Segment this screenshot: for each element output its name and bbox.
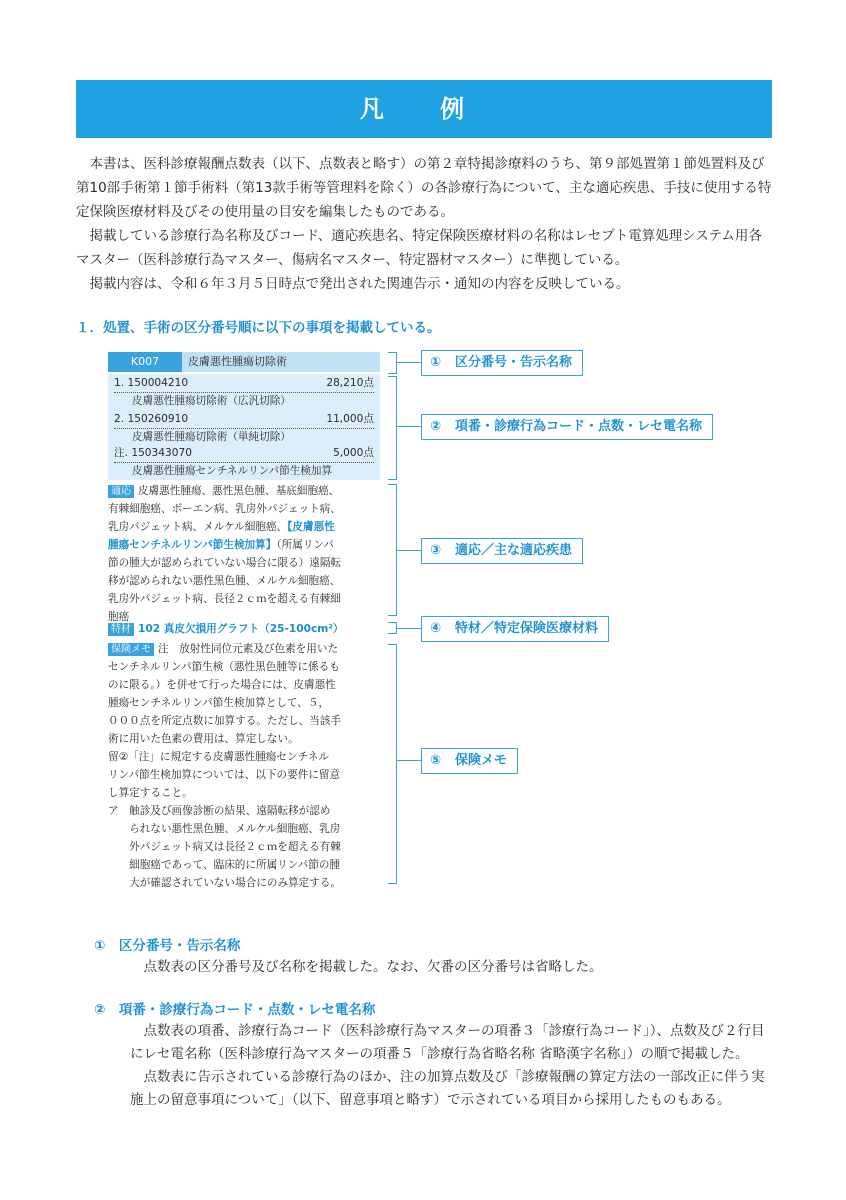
connector-4 xyxy=(397,628,421,629)
tekio-line: 有棘細胞癌、ボーエン病、乳房外パジェット病、 xyxy=(108,503,341,515)
explain-body xyxy=(130,1020,772,1112)
hoken-line: のに限る。）を併せて行った場合には、皮膚悪性 xyxy=(108,679,336,691)
code-points: 28,210点 xyxy=(326,377,374,389)
hoken-tag: 保険メモ xyxy=(108,643,154,656)
intro-text xyxy=(76,152,772,296)
explain-body xyxy=(130,956,772,979)
code-number: 注. 150343070 xyxy=(114,447,192,459)
code-name: 皮膚悪性腫瘍切除術（単純切除） xyxy=(132,431,291,443)
code-name: 皮膚悪性腫瘍切除術（広汎切除） xyxy=(132,395,291,407)
hoken-line: ０００点を所定点数に加算する。ただし、当該手 xyxy=(108,715,342,727)
tekio-line: 皮膚悪性腫瘍、悪性黒色腫、基底細胞癌、 xyxy=(138,485,340,497)
hoken-line: られない悪性黒色腫、メルケル細胞癌、乳房 xyxy=(108,823,341,835)
hoken-line: リンパ節生検加算については、以下の要件に留意 xyxy=(108,769,341,781)
hoken-line: 外パジェット病又は長径２ｃｍを超える有棘 xyxy=(108,841,341,853)
code-row xyxy=(114,444,374,463)
connector-2 xyxy=(397,426,421,427)
label-tekio: ③ 適応／主な適応疾患 xyxy=(421,538,583,564)
label-tokuzai: ④ 特材／特定保険医療材料 xyxy=(421,616,609,642)
code-points: 11,000点 xyxy=(326,413,374,425)
hoken-line: 腫瘍センチネルリンパ節生検加算として、５， xyxy=(108,697,330,709)
bracket-1 xyxy=(388,352,397,374)
intro-paragraph: 掲載している診療行為名称及びコード、適応疾患名、特定保険医療材料の名称はレセプト電算処理システム用各マスター（医科診療行為マスター、傷病名マスター、特定器材マスター）に準拠している。 xyxy=(76,228,762,268)
bracket-2 xyxy=(388,376,397,480)
code-points: 5,000点 xyxy=(333,447,374,459)
hoken-line: し算定すること。 xyxy=(108,787,193,799)
label-kubun: ① 区分番号・告示名称 xyxy=(421,350,583,376)
code-row xyxy=(114,410,374,429)
tekio-block: 適応 皮膚悪性腫瘍、悪性黒色腫、基底細胞癌、 有棘細胞癌、ボーエン病、乳房外パジェット病、 乳房パジェット病、メルケル細胞癌、【皮膚悪性 腫瘍センチネルリンパ節生検加算】（所属リンパ 節の腫大が認められていない場合に限る）遠隔転 移が認められない悪性黒色腫、メルケル細胞癌、 乳房外パジェット病、長径２ｃｍを超える有棘細 胞癌 xyxy=(108,482,380,626)
tokuzai-block xyxy=(108,620,380,638)
kubun-name: 皮膚悪性腫瘍切除術 xyxy=(188,355,287,368)
tekio-line: 乳房外パジェット病、長径２ｃｍを超える有棘細 xyxy=(108,593,341,605)
explain-heading: ② 項番・診療行為コード・点数・レセ電名称 xyxy=(94,1002,376,1018)
tekio-line: 移が認められない悪性黒色腫、メルケル細胞癌、 xyxy=(108,575,341,587)
hoken-line: 注 放射性同位元素及び色素を用いた xyxy=(158,643,339,655)
hoken-line: 大が確認されていない場合にのみ算定する。 xyxy=(108,877,342,889)
hoken-line: 術に用いた色素の費用は、算定しない。 xyxy=(108,733,299,745)
hoken-line: 留②「注」に規定する皮膚悪性腫瘍センチネル xyxy=(108,751,329,763)
explain-paragraph: 点数表の区分番号及び名称を掲載した。なお、欠番の区分番号は省略した。 xyxy=(143,959,603,975)
connector-5 xyxy=(397,760,421,761)
tekio-line: 胞癌 xyxy=(108,611,130,623)
tokuzai-text: 102 真皮欠損用グラフト（25-100cm²） xyxy=(138,623,344,635)
code-row xyxy=(114,374,374,393)
tekio-line: 乳房パジェット病、メルケル細胞癌、 xyxy=(108,521,288,533)
intro-paragraph: 本書は、医科診療報酬点数表（以下、点数表と略す）の第２章特掲診療料のうち、第９部処置第１節処置料及び第10部手術第１節手術料（第13款手術等管理料を除く）の各診療行為について、主な適応疾患、手技に使用する特定保険医療材料及びその使用量の目安を編集したものである。 xyxy=(76,156,772,220)
tekio-bracket: 【皮膚悪性 xyxy=(287,521,335,533)
page-title: 凡 例 xyxy=(76,80,772,138)
tokuzai-tag: 特材 xyxy=(108,623,134,636)
bracket-4 xyxy=(388,622,397,634)
code-name: 皮膚悪性腫瘍センチネルリンパ節生検加算 xyxy=(132,465,333,477)
code-number: 2. 150260910 xyxy=(114,413,189,425)
label-code: ② 項番・診療行為コード・点数・レセ電名称 xyxy=(421,414,713,440)
bracket-3 xyxy=(388,484,397,616)
label-hoken: ⑤ 保険メモ xyxy=(421,748,518,774)
kubun-code: K007 xyxy=(108,352,182,372)
connector-1 xyxy=(397,362,421,363)
code-number: 1. 150004210 xyxy=(114,377,189,389)
tekio-tag: 適応 xyxy=(108,485,134,498)
connector-3 xyxy=(397,550,421,551)
explain-paragraph: 点数表に告示されている診療行為のほか、注の加算点数及び「診療報酬の算定方法の一部改正に伴う実施上の留意事項について」（以下、留意事項と略す）で示されている項目から採用したものもある。 xyxy=(130,1069,765,1108)
hoken-line: ア 触診及び画像診断の結果、遠隔転移が認め xyxy=(108,805,331,817)
intro-paragraph: 掲載内容は、令和６年３月５日時点で発出された関連告示・通知の内容を反映している。 xyxy=(89,276,630,292)
explain-paragraph: 点数表の項番、診療行為コード（医科診療行為マスターの項番３「診療行為コード」）、点数及び２行目にレセ電名称（医科診療行為マスターの項番５「診療行為省略名称 省略漢字名称」）の順で掲載した。 xyxy=(130,1023,765,1062)
hoken-block xyxy=(108,640,380,892)
hoken-line: センチネルリンパ節生検（悪性黒色腫等に係るも xyxy=(108,661,340,673)
hoken-line: 細胞癌であって、臨床的に所属リンパ節の腫 xyxy=(108,859,341,871)
explain-heading: ① 区分番号・告示名称 xyxy=(94,938,241,954)
tekio-line: 節の腫大が認められていない場合に限る）遠隔転 xyxy=(108,557,342,569)
bracket-5 xyxy=(388,644,397,884)
section-heading: １．処置、手術の区分番号順に以下の事項を掲載している。 xyxy=(76,320,441,336)
tekio-bracket: 腫瘍センチネルリンパ節生検加算】 xyxy=(108,539,277,551)
